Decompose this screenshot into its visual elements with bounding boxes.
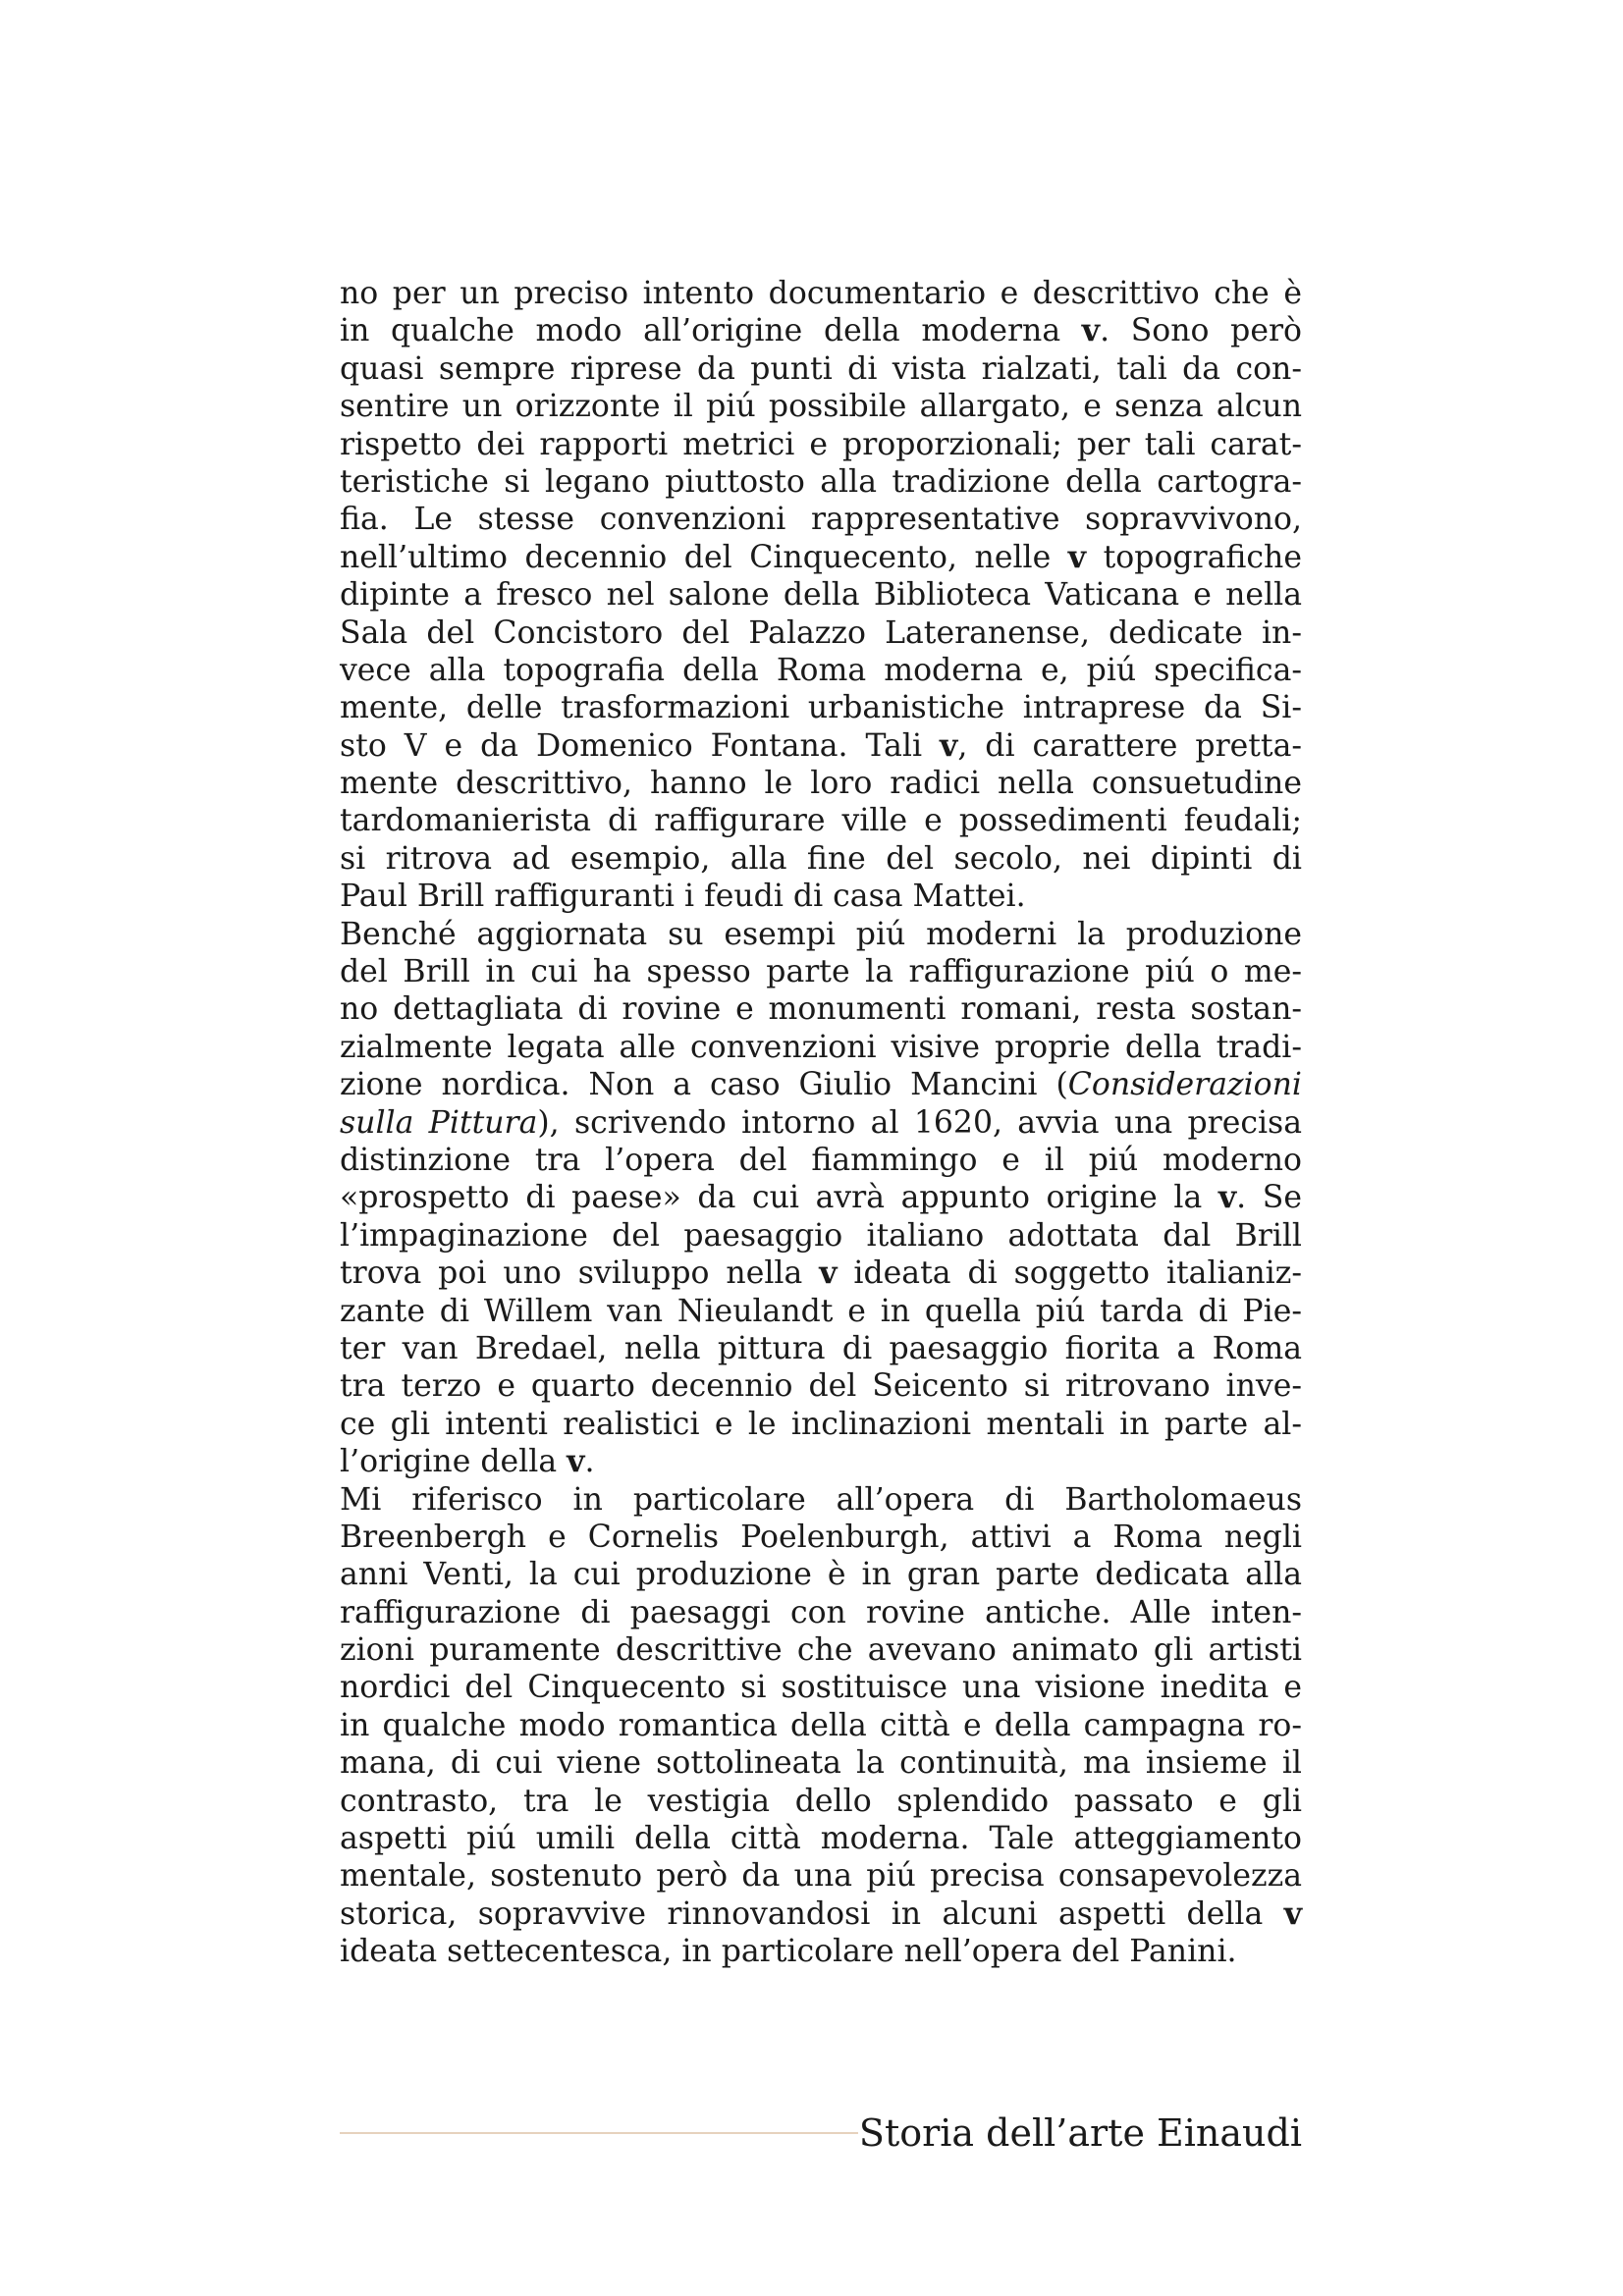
bold-abbreviation: v	[1283, 1895, 1302, 1932]
text-line	[340, 1594, 1302, 1631]
text-run: teristiche si legano piuttosto alla tradizione della cartogra-	[340, 463, 1302, 500]
text-line	[340, 652, 1302, 689]
text-run: l’origine della	[340, 1444, 568, 1480]
text-line	[340, 878, 1302, 915]
text-run: contrasto, tra le vestigia dello splendido passato e gli	[340, 1783, 1302, 1819]
text-run: l’impaginazione del paesaggio italiano adottata dal Brill	[340, 1217, 1302, 1254]
body-text	[340, 275, 1302, 1971]
text-run: trova poi uno sviluppo nella	[340, 1255, 820, 1292]
text-line	[340, 1406, 1302, 1443]
text-run: rispetto dei rapporti metrici e proporzionali; per tali carat-	[340, 426, 1302, 462]
text-line	[340, 614, 1302, 652]
text-run: Paul Brill raffiguranti i feudi di casa Mattei.	[340, 879, 1026, 915]
text-line	[340, 990, 1302, 1028]
text-line	[340, 1481, 1302, 1519]
text-run: no per un preciso intento documentario e descrittivo che è	[340, 276, 1302, 311]
paragraph	[340, 916, 1302, 1481]
text-line	[340, 1367, 1302, 1405]
text-line	[340, 1744, 1302, 1782]
text-line	[340, 916, 1302, 953]
text-line	[340, 426, 1302, 463]
text-run: ), scrivendo intorno al 1620, avvia una precisa	[537, 1104, 1302, 1141]
text-run: sentire un orizzonte il piú possibile allargato, e senza alcun	[340, 389, 1302, 425]
text-run: mentale, sostenuto però da una piú precisa consapevolezza	[340, 1858, 1302, 1895]
text-run: . Se	[1236, 1180, 1302, 1216]
text-line	[340, 463, 1302, 501]
text-line	[340, 1255, 1302, 1292]
text-run: zialmente legata alle convenzioni visive proprie della tradi-	[340, 1029, 1302, 1065]
bold-abbreviation: v	[819, 1255, 838, 1292]
text-line	[340, 727, 1302, 765]
text-run: nordici del Cinquecento si sostituisce una visione inedita e	[340, 1670, 1302, 1706]
text-run: raffigurazione di paesaggi con rovine antiche. Alle inten-	[340, 1594, 1302, 1630]
text-line	[340, 1066, 1302, 1103]
text-line	[340, 1293, 1302, 1330]
page-footer	[340, 2109, 1302, 2158]
text-line	[340, 275, 1302, 312]
text-run: mente descrittivo, hanno le loro radici nella consuetudine	[340, 766, 1302, 802]
text-run: distinzione tra l’opera del fiammingo e il piú moderno	[340, 1142, 1302, 1178]
text-run: topografiche	[1086, 539, 1302, 575]
text-line	[340, 1029, 1302, 1066]
paragraph	[340, 1481, 1302, 1971]
text-line	[340, 1669, 1302, 1706]
text-line	[340, 1707, 1302, 1744]
text-run: nell’ultimo decennio del Cinquecento, nelle	[340, 539, 1068, 575]
text-run: «prospetto di paese» da cui avrà appunto origine la	[340, 1180, 1218, 1216]
text-line	[340, 501, 1302, 538]
text-line	[340, 840, 1302, 878]
text-run: . Sono però	[1100, 313, 1302, 349]
text-run: mana, di cui viene sottolineata la continuità, ma insieme il	[340, 1745, 1302, 1782]
footer-title: Storia dell’arte Einaudi	[858, 2111, 1302, 2155]
text-line	[340, 1783, 1302, 1820]
text-line	[340, 1217, 1302, 1255]
text-line	[340, 1330, 1302, 1367]
text-line	[340, 1104, 1302, 1142]
text-run: anni Venti, la cui produzione è in gran parte dedicata alla	[340, 1557, 1302, 1593]
bold-abbreviation: v	[1081, 312, 1101, 349]
bold-abbreviation: v	[567, 1443, 585, 1480]
text-run: si ritrova ad esempio, alla fine del secolo, nei dipinti di	[340, 840, 1302, 877]
text-run: mente, delle trasformazioni urbanistiche intraprese da Si-	[340, 690, 1302, 726]
text-line	[340, 689, 1302, 726]
text-line	[340, 765, 1302, 802]
text-run: storica, sopravvive rinnovandosi in alcuni aspetti della	[340, 1896, 1284, 1932]
text-run: in qualche modo romantica della città e della campagna ro-	[340, 1707, 1302, 1743]
text-run: no dettagliata di rovine e monumenti romani, resta sostan-	[340, 991, 1302, 1028]
text-run: aspetti piú umili della città moderna. Tale atteggiamento	[340, 1821, 1302, 1857]
text-line	[340, 1820, 1302, 1857]
text-line	[340, 1443, 1302, 1480]
text-run: sto V e da Domenico Fontana. Tali	[340, 727, 941, 764]
bold-abbreviation: v	[940, 726, 958, 764]
text-line	[340, 576, 1302, 614]
italic-title: Considerazioni	[1067, 1067, 1302, 1103]
text-line	[340, 1857, 1302, 1895]
bold-abbreviation: v	[1217, 1179, 1237, 1216]
text-run: Sala del Concistoro del Palazzo Lateranense, dedicate in-	[340, 614, 1302, 651]
text-run: quasi sempre riprese da punti di vista rialzati, tali da con-	[340, 350, 1302, 387]
text-line	[340, 350, 1302, 388]
italic-title: sulla Pittura	[340, 1104, 538, 1141]
bold-abbreviation: v	[1067, 538, 1087, 575]
text-line	[340, 802, 1302, 839]
text-line	[340, 1519, 1302, 1556]
text-run: zioni puramente descrittive che avevano animato gli artisti	[340, 1632, 1302, 1669]
text-run: .	[584, 1444, 595, 1480]
footer-rule	[340, 2132, 858, 2134]
text-line	[340, 1896, 1302, 1933]
text-line	[340, 1631, 1302, 1669]
text-run: Breenbergh e Cornelis Poelenburgh, attivi a Roma negli	[340, 1519, 1302, 1555]
text-run: vece alla topografia della Roma moderna e, piú specifica-	[340, 652, 1302, 688]
text-run: , di carattere pretta-	[957, 727, 1303, 764]
text-run: Benché aggiornata su esempi piú moderni la produzione	[340, 916, 1302, 952]
text-line	[340, 953, 1302, 990]
text-run: ce gli intenti realistici e le inclinazioni mentali in parte al-	[340, 1406, 1302, 1442]
text-run: zante di Willem van Nieulandt e in quella piú tarda di Pie-	[340, 1293, 1302, 1329]
text-line	[340, 1142, 1302, 1179]
text-run: Mi riferisco in particolare all’opera di Bartholomaeus	[340, 1481, 1302, 1518]
text-run: ter van Bredael, nella pittura di paesaggio fiorita a Roma	[340, 1330, 1302, 1366]
text-line	[340, 312, 1302, 349]
text-run: del Brill in cui ha spesso parte la raffigurazione piú o me-	[340, 954, 1302, 990]
text-line	[340, 388, 1302, 425]
paragraph	[340, 275, 1302, 916]
text-run: zione nordica. Non a caso Giulio Mancini (	[340, 1067, 1068, 1103]
text-line	[340, 539, 1302, 576]
text-run: dipinte a fresco nel salone della Biblioteca Vaticana e nella	[340, 577, 1302, 614]
text-run: tardomanierista di raffigurare ville e possedimenti feudali;	[340, 803, 1302, 839]
text-run: fia. Le stesse convenzioni rappresentative sopravvivono,	[340, 502, 1302, 538]
text-line	[340, 1556, 1302, 1593]
text-run: ideata settecentesca, in particolare nell’opera del Panini.	[340, 1934, 1237, 1970]
text-run: ideata di soggetto italianiz-	[837, 1255, 1302, 1292]
text-line	[340, 1179, 1302, 1216]
text-line	[340, 1933, 1302, 1970]
text-run: in qualche modo all’origine della moderna	[340, 313, 1082, 349]
text-run: tra terzo e quarto decennio del Seicento si ritrovano inve-	[340, 1368, 1302, 1405]
